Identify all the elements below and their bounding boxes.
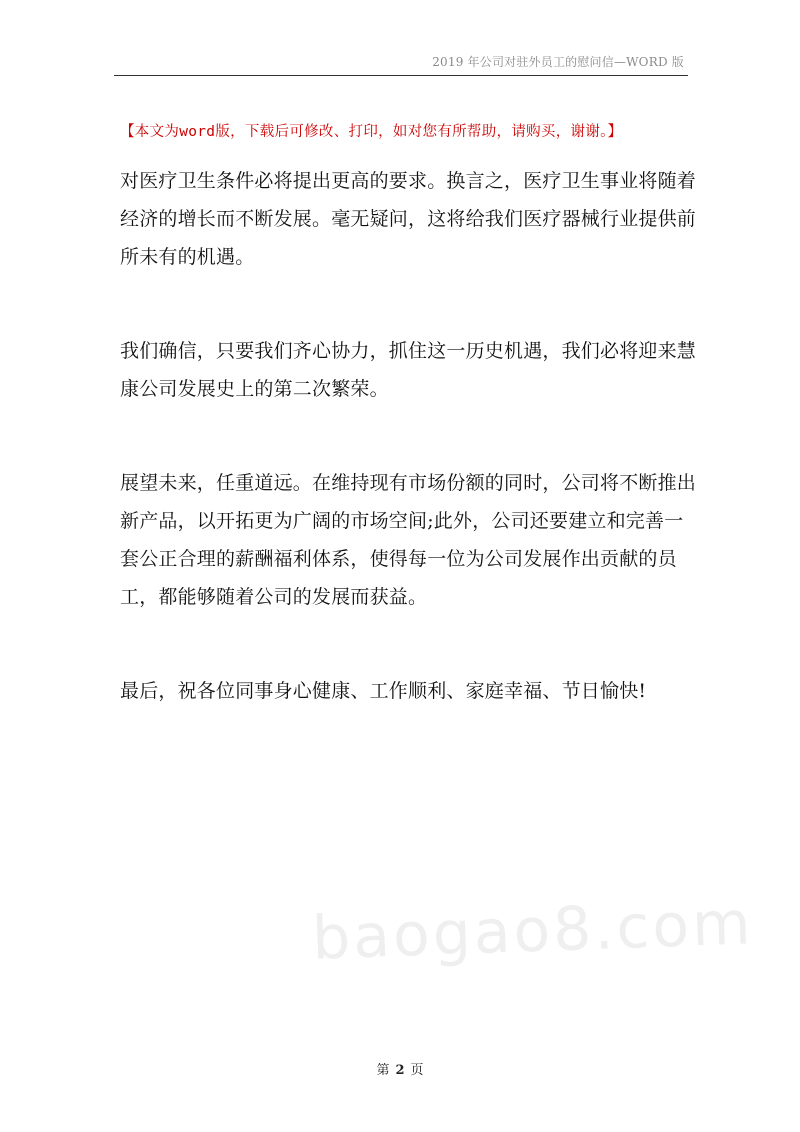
paragraph-line: 对医疗卫生条件必将提出更高的要求。换言之，医疗卫生事业将随着	[120, 170, 697, 192]
paragraph-line: 所未有的机遇。	[120, 246, 255, 268]
paragraph-line: 展望未来，任重道远。在维持现有市场份额的同时，公司将不断推出	[120, 472, 697, 494]
paragraph-4	[120, 672, 682, 710]
page-number: 2	[395, 1063, 405, 1078]
page-number-prefix: 第	[376, 1063, 390, 1078]
page-footer	[0, 1059, 800, 1078]
paragraph-line: 康公司发展史上的第二次繁荣。	[120, 378, 389, 400]
page-number-suffix: 页	[410, 1063, 424, 1078]
paragraph-1	[120, 162, 697, 276]
paragraph-3	[120, 464, 697, 616]
paragraph-2	[120, 332, 697, 408]
paragraph-line: 工，都能够随着公司的发展而获益。	[120, 586, 428, 608]
watermark: baogao8.com	[310, 888, 755, 974]
header-divider	[114, 75, 688, 76]
paragraph-line: 经济的增长而不断发展。毫无疑问，这将给我们医疗器械行业提供前	[120, 208, 697, 230]
paragraph-line: 套公正合理的薪酬福利体系，使得每一位为公司发展作出贡献的员	[120, 548, 677, 570]
paragraph-line: 我们确信，只要我们齐心协力，抓住这一历史机遇，我们必将迎来慧	[120, 340, 697, 362]
paragraph-line: 新产品，以开拓更为广阔的市场空间;此外，公司还要建立和完善一	[120, 510, 684, 532]
download-notice: 【本文为word版，下载后可修改、打印，如对您有所帮助，请购买，谢谢。】	[120, 124, 623, 140]
document-header-title: 2019 年公司对驻外员工的慰问信—WORD 版	[432, 55, 684, 69]
paragraph-line: 最后，祝各位同事身心健康、工作顺利、家庭幸福、节日愉快!	[120, 680, 647, 702]
